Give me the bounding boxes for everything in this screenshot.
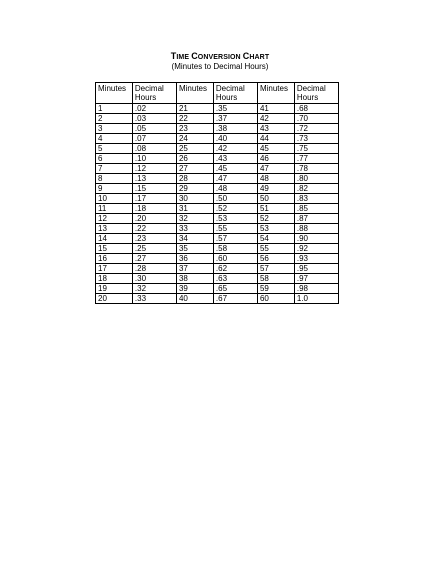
minutes-cell: 24 xyxy=(176,134,213,144)
minutes-cell: 15 xyxy=(96,244,133,254)
decimal-hours-cell: .47 xyxy=(213,174,257,184)
minutes-cell: 48 xyxy=(257,174,294,184)
decimal-hours-cell: .55 xyxy=(213,224,257,234)
minutes-cell: 20 xyxy=(96,294,133,304)
decimal-hours-cell: .95 xyxy=(294,264,338,274)
minutes-cell: 52 xyxy=(257,214,294,224)
table-row xyxy=(96,234,339,244)
decimal-hours-cell: .35 xyxy=(213,104,257,114)
minutes-cell: 43 xyxy=(257,124,294,134)
decimal-hours-cell: .40 xyxy=(213,134,257,144)
minutes-cell: 18 xyxy=(96,274,133,284)
table-row xyxy=(96,184,339,194)
column-header-minutes: Minutes xyxy=(96,83,133,104)
minutes-cell: 25 xyxy=(176,144,213,154)
title-smallcaps: HART xyxy=(249,54,270,61)
title-letter: C xyxy=(242,51,250,61)
minutes-cell: 56 xyxy=(257,254,294,264)
decimal-hours-cell: .85 xyxy=(294,204,338,214)
decimal-hours-cell: .27 xyxy=(132,254,176,264)
table-row xyxy=(96,194,339,204)
minutes-cell: 60 xyxy=(257,294,294,304)
decimal-hours-cell: .12 xyxy=(132,164,176,174)
decimal-hours-cell: .08 xyxy=(132,144,176,154)
conversion-table xyxy=(95,82,339,304)
decimal-hours-cell: .92 xyxy=(294,244,338,254)
decimal-hours-cell: .30 xyxy=(132,274,176,284)
decimal-hours-cell: .37 xyxy=(213,114,257,124)
decimal-hours-cell: .83 xyxy=(294,194,338,204)
minutes-cell: 49 xyxy=(257,184,294,194)
minutes-cell: 11 xyxy=(96,204,133,214)
decimal-hours-cell: .90 xyxy=(294,234,338,244)
decimal-hours-cell: .88 xyxy=(294,224,338,234)
minutes-cell: 6 xyxy=(96,154,133,164)
decimal-hours-cell: .93 xyxy=(294,254,338,264)
decimal-hours-cell: .33 xyxy=(132,294,176,304)
decimal-hours-cell: .17 xyxy=(132,194,176,204)
minutes-cell: 42 xyxy=(257,114,294,124)
decimal-hours-cell: .60 xyxy=(213,254,257,264)
minutes-cell: 57 xyxy=(257,264,294,274)
minutes-cell: 7 xyxy=(96,164,133,174)
minutes-cell: 14 xyxy=(96,234,133,244)
minutes-cell: 28 xyxy=(176,174,213,184)
minutes-cell: 31 xyxy=(176,204,213,214)
minutes-cell: 34 xyxy=(176,234,213,244)
minutes-cell: 8 xyxy=(96,174,133,184)
decimal-hours-cell: .80 xyxy=(294,174,338,184)
minutes-cell: 39 xyxy=(176,284,213,294)
decimal-hours-cell: .25 xyxy=(132,244,176,254)
minutes-cell: 16 xyxy=(96,254,133,264)
minutes-cell: 54 xyxy=(257,234,294,244)
minutes-cell: 41 xyxy=(257,104,294,114)
table-row xyxy=(96,294,339,304)
decimal-hours-cell: .58 xyxy=(213,244,257,254)
minutes-cell: 4 xyxy=(96,134,133,144)
column-header-minutes: Minutes xyxy=(176,83,213,104)
table-row xyxy=(96,154,339,164)
minutes-cell: 44 xyxy=(257,134,294,144)
title-smallcaps: ONVERSION xyxy=(197,54,243,61)
decimal-hours-cell: .02 xyxy=(132,104,176,114)
decimal-hours-cell: .13 xyxy=(132,174,176,184)
decimal-hours-cell: .67 xyxy=(213,294,257,304)
decimal-hours-cell: .28 xyxy=(132,264,176,274)
decimal-hours-cell: .53 xyxy=(213,214,257,224)
minutes-cell: 5 xyxy=(96,144,133,154)
table-row xyxy=(96,244,339,254)
minutes-cell: 40 xyxy=(176,294,213,304)
decimal-hours-cell: .98 xyxy=(294,284,338,294)
decimal-hours-cell: .57 xyxy=(213,234,257,244)
minutes-cell: 58 xyxy=(257,274,294,284)
table-row xyxy=(96,164,339,174)
document-subtitle: (Minutes to Decimal Hours) xyxy=(171,62,269,71)
decimal-hours-cell: .68 xyxy=(294,104,338,114)
minutes-cell: 2 xyxy=(96,114,133,124)
decimal-hours-cell: .48 xyxy=(213,184,257,194)
minutes-cell: 33 xyxy=(176,224,213,234)
decimal-hours-cell: .63 xyxy=(213,274,257,284)
title-letter: T xyxy=(170,51,177,61)
decimal-hours-cell: .65 xyxy=(213,284,257,294)
minutes-cell: 36 xyxy=(176,254,213,264)
column-header-minutes: Minutes xyxy=(257,83,294,104)
table-row xyxy=(96,204,339,214)
decimal-hours-cell: .87 xyxy=(294,214,338,224)
table-row xyxy=(96,284,339,294)
minutes-cell: 1 xyxy=(96,104,133,114)
minutes-cell: 12 xyxy=(96,214,133,224)
minutes-cell: 59 xyxy=(257,284,294,294)
table-row xyxy=(96,264,339,274)
table-row xyxy=(96,124,339,134)
decimal-hours-cell: .15 xyxy=(132,184,176,194)
minutes-cell: 22 xyxy=(176,114,213,124)
table-row xyxy=(96,254,339,264)
table-row xyxy=(96,104,339,114)
decimal-hours-cell: .72 xyxy=(294,124,338,134)
table-row xyxy=(96,274,339,284)
minutes-cell: 23 xyxy=(176,124,213,134)
column-header-decimal-hours: Decimal Hours xyxy=(294,83,338,104)
minutes-cell: 27 xyxy=(176,164,213,174)
table-row xyxy=(96,114,339,124)
decimal-hours-cell: .62 xyxy=(213,264,257,274)
decimal-hours-cell: .97 xyxy=(294,274,338,284)
decimal-hours-cell: .10 xyxy=(132,154,176,164)
minutes-cell: 30 xyxy=(176,194,213,204)
decimal-hours-cell: .43 xyxy=(213,154,257,164)
decimal-hours-cell: .18 xyxy=(132,204,176,214)
column-header-decimal-hours: Decimal Hours xyxy=(213,83,257,104)
minutes-cell: 47 xyxy=(257,164,294,174)
decimal-hours-cell: .50 xyxy=(213,194,257,204)
table-header-row xyxy=(96,83,339,104)
minutes-cell: 29 xyxy=(176,184,213,194)
minutes-cell: 35 xyxy=(176,244,213,254)
decimal-hours-cell: .03 xyxy=(132,114,176,124)
decimal-hours-cell: .05 xyxy=(132,124,176,134)
minutes-cell: 38 xyxy=(176,274,213,284)
table-row xyxy=(96,134,339,144)
minutes-cell: 50 xyxy=(257,194,294,204)
decimal-hours-cell: .82 xyxy=(294,184,338,194)
decimal-hours-cell: .77 xyxy=(294,154,338,164)
minutes-cell: 17 xyxy=(96,264,133,274)
minutes-cell: 19 xyxy=(96,284,133,294)
decimal-hours-cell: 1.0 xyxy=(294,294,338,304)
decimal-hours-cell: .22 xyxy=(132,224,176,234)
title-letter: C xyxy=(191,51,198,61)
minutes-cell: 26 xyxy=(176,154,213,164)
minutes-cell: 21 xyxy=(176,104,213,114)
decimal-hours-cell: .70 xyxy=(294,114,338,124)
table-row xyxy=(96,174,339,184)
decimal-hours-cell: .45 xyxy=(213,164,257,174)
minutes-cell: 46 xyxy=(257,154,294,164)
table-row xyxy=(96,224,339,234)
decimal-hours-cell: .38 xyxy=(213,124,257,134)
decimal-hours-cell: .52 xyxy=(213,204,257,214)
minutes-cell: 51 xyxy=(257,204,294,214)
table-row xyxy=(96,214,339,224)
decimal-hours-cell: .73 xyxy=(294,134,338,144)
title-smallcaps: IME xyxy=(176,54,192,61)
decimal-hours-cell: .75 xyxy=(294,144,338,154)
minutes-cell: 45 xyxy=(257,144,294,154)
minutes-cell: 55 xyxy=(257,244,294,254)
decimal-hours-cell: .32 xyxy=(132,284,176,294)
table-body xyxy=(96,104,339,304)
minutes-cell: 32 xyxy=(176,214,213,224)
decimal-hours-cell: .07 xyxy=(132,134,176,144)
column-header-decimal-hours: Decimal Hours xyxy=(132,83,176,104)
minutes-cell: 53 xyxy=(257,224,294,234)
minutes-cell: 10 xyxy=(96,194,133,204)
minutes-cell: 3 xyxy=(96,124,133,134)
minutes-cell: 13 xyxy=(96,224,133,234)
table-row xyxy=(96,144,339,154)
minutes-cell: 37 xyxy=(176,264,213,274)
decimal-hours-cell: .20 xyxy=(132,214,176,224)
decimal-hours-cell: .23 xyxy=(132,234,176,244)
decimal-hours-cell: .42 xyxy=(213,144,257,154)
minutes-cell: 9 xyxy=(96,184,133,194)
decimal-hours-cell: .78 xyxy=(294,164,338,174)
